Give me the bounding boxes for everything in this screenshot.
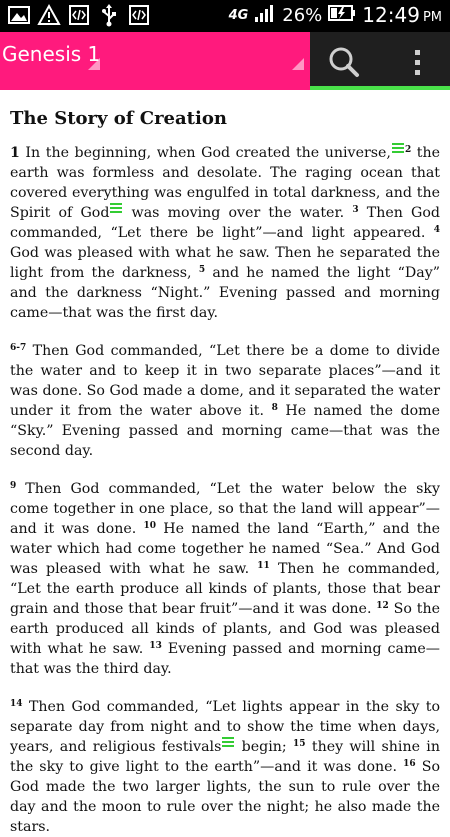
notification-icons (8, 5, 150, 25)
verse-text: God was pleased with what he saw. Then he separated the light from the darkness, (10, 245, 440, 281)
dropdown-indicator-icon (88, 58, 100, 70)
verse-number: 11 (257, 561, 270, 571)
usb-icon (98, 5, 120, 25)
search-button[interactable] (322, 40, 366, 84)
bible-text[interactable] (10, 92, 440, 835)
system-icons (229, 3, 442, 27)
dropdown-indicator-icon (292, 58, 304, 70)
verse-number: 15 (293, 739, 306, 749)
network-type: 4G (228, 7, 249, 23)
book-chapter-label: Genesis 1 (2, 42, 101, 66)
active-indicator (310, 86, 450, 90)
verse-text: He named the land “Earth,” and the water which had come together he named “Sea.” And God was pleased with what he saw. (10, 521, 440, 577)
verse-number: 3 (352, 205, 359, 215)
verse-number: 4 (433, 225, 440, 235)
verse-number: 1 (10, 145, 20, 161)
verse-number: 12 (376, 601, 389, 611)
gallery-icon (8, 5, 30, 25)
footnote-icon[interactable] (392, 143, 404, 153)
verse-text: In the beginning, when God created the universe, (19, 145, 391, 161)
clock-time: 12:49 (362, 3, 420, 27)
status-bar (0, 0, 450, 32)
footnote-icon[interactable] (222, 737, 234, 747)
overflow-menu-button[interactable] (402, 40, 432, 84)
verse-number: 13 (149, 641, 162, 651)
toolbar-actions (310, 32, 450, 90)
verse-number: 14 (10, 699, 23, 709)
warning-icon (38, 5, 60, 25)
verse-text: He named the dome “Sky.” Evening passed and morning came—that was the second day. (10, 403, 440, 459)
section-heading: The Story of Creation (10, 108, 227, 129)
clock-ampm: PM (422, 9, 442, 25)
verse-text: they will shine in the sky to give light to the earth”—and it was done. (10, 739, 440, 775)
code-icon (128, 5, 150, 25)
verse-text: Then God commanded, “Let lights appear in the sky to separate day from night and to show the time when days, years, and religious festivals (10, 699, 440, 755)
verse-text: Then God commanded, “Let there be light”—and light appeared. (10, 205, 440, 241)
verse-paragraph (10, 479, 440, 679)
app-bar (0, 32, 450, 90)
verse-text: Then God commanded, “Let there be a dome to divide the water and to keep it in two separate places”—and it was done. So God made a dome, and it separated the water under it from the water above it. (10, 343, 440, 419)
verse-text: Then God commanded, “Let the water below the sky come together in one place, so that the land will appear”—and it was done. (10, 481, 440, 537)
battery-percent: 26% (282, 4, 323, 26)
footnote-icon[interactable] (110, 203, 122, 213)
signal-icon (254, 3, 276, 27)
verse-number: 2 (404, 145, 412, 155)
book-chapter-selector[interactable] (0, 32, 310, 90)
verse-text: begin; (235, 739, 294, 755)
verse-paragraph (10, 697, 440, 837)
passage-body (10, 143, 440, 837)
verse-paragraph (10, 341, 440, 461)
verse-paragraph (10, 143, 440, 323)
search-icon (322, 40, 366, 84)
verse-text: Then he commanded, “Let the earth produce all kinds of plants, those that bear grain and those that bear fruit”—and it was done. (10, 561, 440, 617)
verse-text: So the earth produced all kinds of plants, and God was pleased with what he saw. (10, 601, 440, 657)
verse-number: 9 (10, 481, 17, 491)
verse-number: 16 (403, 759, 416, 769)
verse-number: 8 (271, 403, 278, 413)
verse-text: Evening passed and morning came—that was the third day. (10, 641, 440, 677)
verse-number: 5 (198, 265, 206, 275)
verse-text: and he named the light “Day” and the darkness “Night.” Evening passed and morning came—that was the first day. (10, 265, 440, 321)
code-icon (68, 5, 90, 25)
verse-text: was moving over the water. (123, 205, 353, 221)
verse-text: So God made the two larger lights, the sun to rule over the day and the moon to rule over the night; he also made the stars. (10, 759, 440, 835)
battery-charging-icon (328, 5, 356, 25)
verse-number: 10 (143, 521, 157, 531)
verse-number: 6-7 (10, 343, 27, 353)
verse-text: the earth was formless and desolate. The raging ocean that covered everything was engulfed in total darkness, and the Spirit of God (10, 145, 440, 221)
